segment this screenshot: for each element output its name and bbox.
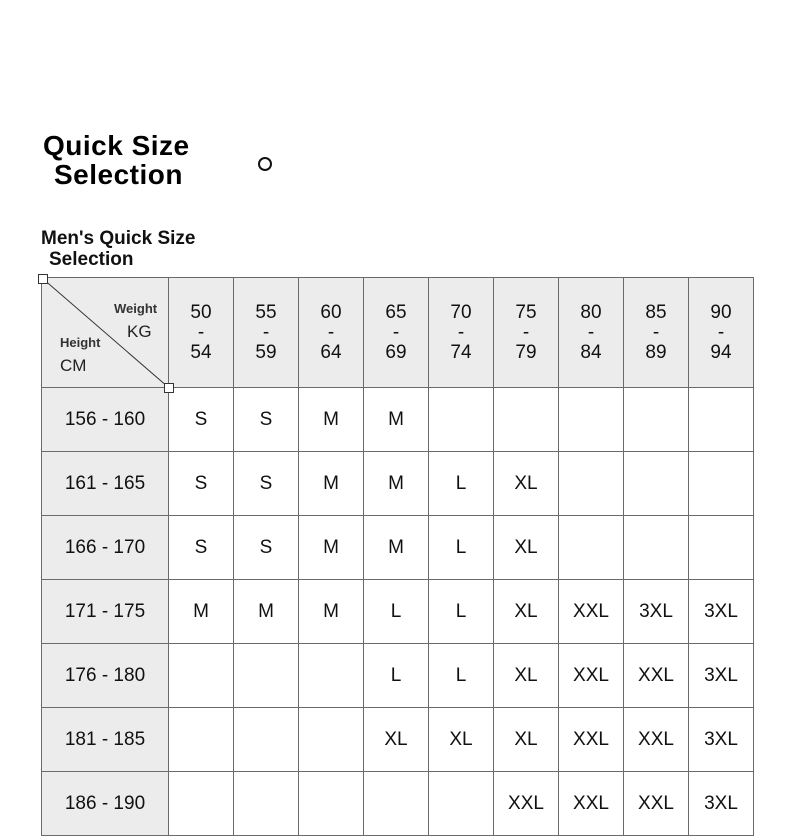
weight-range-to: 89 — [645, 341, 667, 363]
size-cell: XL — [494, 580, 559, 644]
size-cell: XL — [429, 708, 494, 772]
table-row — [42, 452, 754, 516]
size-cell: XL — [494, 644, 559, 708]
resize-handle-icon — [164, 383, 174, 393]
size-cell: 3XL — [689, 708, 754, 772]
size-cell — [299, 708, 364, 772]
height-range-cell: 171 - 175 — [42, 580, 169, 644]
table-row — [42, 644, 754, 708]
size-cell — [169, 772, 234, 836]
weight-range-from: 90 — [710, 301, 732, 323]
size-cell: M — [364, 388, 429, 452]
weight-range-to: 69 — [385, 341, 407, 363]
weight-range-dash: - — [522, 321, 530, 343]
size-cell — [169, 708, 234, 772]
size-cell: M — [299, 580, 364, 644]
weight-range-from: 70 — [450, 301, 472, 323]
table-row — [42, 772, 754, 836]
size-cell — [364, 772, 429, 836]
weight-range-to: 79 — [515, 341, 537, 363]
weight-range-to: 59 — [255, 341, 277, 363]
size-cell: XXL — [494, 772, 559, 836]
size-cell — [494, 388, 559, 452]
size-cell: XXL — [559, 772, 624, 836]
size-cell — [689, 516, 754, 580]
weight-range-from: 55 — [255, 301, 277, 323]
size-cell: L — [364, 644, 429, 708]
weight-range-dash: - — [327, 321, 335, 343]
size-cell — [234, 644, 299, 708]
weight-range-from: 75 — [515, 301, 537, 323]
table-row — [42, 708, 754, 772]
size-cell: 3XL — [689, 580, 754, 644]
weight-range-from: 85 — [645, 301, 667, 323]
size-cell — [559, 452, 624, 516]
title-line-1: Quick Size — [43, 130, 190, 161]
size-cell: S — [234, 452, 299, 516]
size-cell — [234, 708, 299, 772]
size-cell — [299, 644, 364, 708]
size-cell: L — [429, 644, 494, 708]
table-row — [42, 580, 754, 644]
weight-range-to: 84 — [580, 341, 602, 363]
height-unit: CM — [60, 356, 87, 375]
size-cell: S — [169, 452, 234, 516]
size-cell: M — [299, 388, 364, 452]
size-cell: S — [169, 388, 234, 452]
weight-header-cell — [689, 278, 754, 388]
size-cell — [624, 516, 689, 580]
size-cell: L — [429, 516, 494, 580]
subtitle-line-1: Men's Quick Size — [41, 228, 196, 249]
height-label: Height — [60, 335, 101, 350]
size-cell: S — [234, 516, 299, 580]
weight-range-dash: - — [197, 321, 205, 343]
size-cell: XL — [364, 708, 429, 772]
height-range-cell: 176 - 180 — [42, 644, 169, 708]
size-cell — [429, 772, 494, 836]
weight-range-dash: - — [392, 321, 400, 343]
height-range-cell: 181 - 185 — [42, 708, 169, 772]
weight-range-dash: - — [587, 321, 595, 343]
size-cell — [429, 388, 494, 452]
size-cell: M — [364, 516, 429, 580]
weight-range-dash: - — [717, 321, 725, 343]
table-row — [42, 516, 754, 580]
title-line-2: Selection — [54, 159, 183, 190]
size-cell: 3XL — [624, 580, 689, 644]
size-cell: M — [299, 516, 364, 580]
size-cell — [234, 772, 299, 836]
weight-range-to: 54 — [190, 341, 212, 363]
size-cell: XXL — [559, 708, 624, 772]
size-cell: M — [169, 580, 234, 644]
weight-header-cell — [169, 278, 234, 388]
circle-icon — [258, 157, 272, 171]
size-cell: 3XL — [689, 772, 754, 836]
weight-header-cell — [494, 278, 559, 388]
table-corner-cell — [42, 278, 169, 388]
page-title — [43, 131, 258, 189]
size-cell — [689, 452, 754, 516]
size-cell: 3XL — [689, 644, 754, 708]
size-cell — [624, 388, 689, 452]
size-cell: XXL — [624, 708, 689, 772]
size-cell: S — [234, 388, 299, 452]
height-range-cell: 161 - 165 — [42, 452, 169, 516]
size-cell — [689, 388, 754, 452]
weight-range-from: 65 — [385, 301, 407, 323]
size-cell — [559, 516, 624, 580]
size-cell: M — [299, 452, 364, 516]
size-cell: XL — [494, 516, 559, 580]
chart-subtitle — [41, 228, 251, 270]
weight-unit: KG — [127, 322, 152, 341]
size-cell: M — [234, 580, 299, 644]
height-range-cell: 156 - 160 — [42, 388, 169, 452]
size-cell: L — [429, 452, 494, 516]
size-cell — [559, 388, 624, 452]
size-chart-table — [41, 277, 754, 836]
weight-header-cell — [234, 278, 299, 388]
size-cell: XXL — [624, 772, 689, 836]
weight-range-dash: - — [457, 321, 465, 343]
table-row — [42, 388, 754, 452]
size-cell — [299, 772, 364, 836]
size-cell: S — [169, 516, 234, 580]
size-cell: XXL — [559, 580, 624, 644]
height-range-cell: 186 - 190 — [42, 772, 169, 836]
height-range-cell: 166 - 170 — [42, 516, 169, 580]
weight-label: Weight — [114, 301, 158, 316]
size-cell: L — [364, 580, 429, 644]
subtitle-line-2: Selection — [49, 249, 134, 270]
size-cell: M — [364, 452, 429, 516]
weight-range-to: 64 — [320, 341, 342, 363]
weight-range-dash: - — [262, 321, 270, 343]
size-cell: L — [429, 580, 494, 644]
size-cell — [169, 644, 234, 708]
size-cell: XL — [494, 708, 559, 772]
size-cell: XXL — [559, 644, 624, 708]
weight-header-cell — [624, 278, 689, 388]
weight-range-to: 94 — [710, 341, 732, 363]
weight-header-cell — [559, 278, 624, 388]
size-cell: XL — [494, 452, 559, 516]
resize-handle-icon — [38, 274, 48, 284]
weight-header-cell — [429, 278, 494, 388]
weight-header-row — [42, 278, 754, 388]
weight-header-cell — [364, 278, 429, 388]
weight-range-dash: - — [652, 321, 660, 343]
size-cell: XXL — [624, 644, 689, 708]
weight-range-from: 80 — [580, 301, 602, 323]
weight-range-from: 50 — [190, 301, 212, 323]
size-cell — [624, 452, 689, 516]
weight-range-from: 60 — [320, 301, 342, 323]
weight-header-cell — [299, 278, 364, 388]
weight-range-to: 74 — [450, 341, 472, 363]
